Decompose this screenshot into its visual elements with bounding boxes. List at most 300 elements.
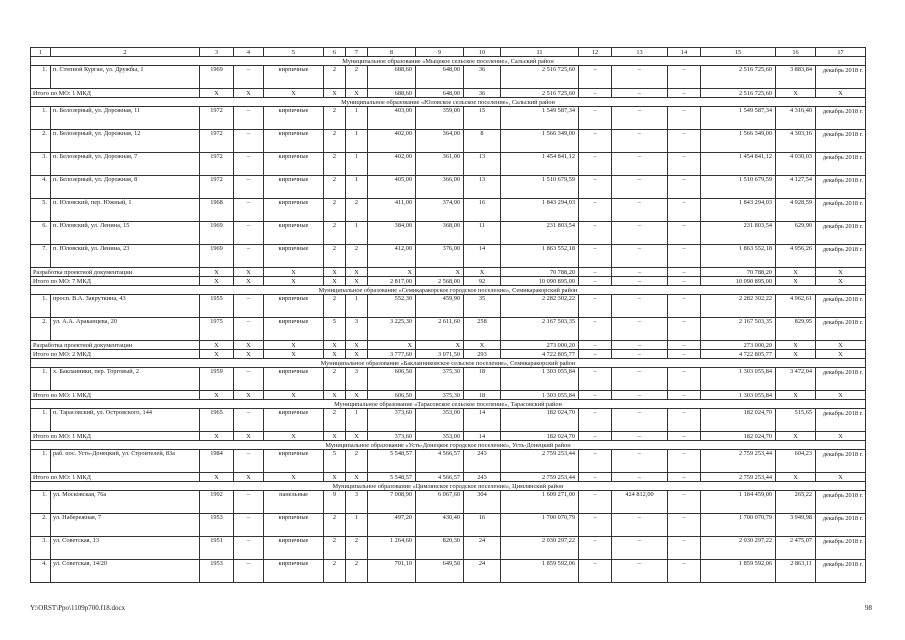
cell-c4: – [234, 176, 264, 199]
housing-repair-table [30, 47, 866, 583]
summary-cell-c5: X [264, 89, 324, 98]
cell-year: 1951 [200, 537, 234, 560]
cell-c17 [816, 295, 866, 318]
cell-n: 7. [31, 245, 51, 268]
building-row [31, 491, 866, 514]
cell-a2: 376,00 [416, 245, 464, 268]
deadline-text: декабрь 2018 г. [822, 200, 863, 207]
cell-total: 1 843 294,03 [501, 199, 579, 222]
cell-year: 1953 [200, 514, 234, 537]
column-number-cell: 8 [368, 48, 416, 57]
summary-cell-c4: X [234, 268, 264, 277]
column-number-cell: 10 [464, 48, 501, 57]
building-row [31, 245, 866, 268]
deadline-text: декабрь 2018 г. [822, 108, 863, 115]
cell-total: 2 759 253,44 [501, 450, 579, 473]
summary-cell-c3: X [200, 268, 234, 277]
cell-c13: – [612, 130, 668, 153]
summary-cell-c11: 182 024,70 [501, 432, 579, 441]
cell-n: 1. [31, 368, 51, 391]
cell-c13: 424 812,00 [612, 491, 668, 514]
cell-total: 1 863 552,18 [501, 245, 579, 268]
cell-res: 24 [464, 560, 501, 583]
cell-c4: – [234, 66, 264, 89]
cell-c17 [816, 318, 866, 341]
summary-cell-c14: – [668, 391, 701, 400]
cell-year: 1972 [200, 130, 234, 153]
building-row [31, 176, 866, 199]
cell-a1: 373,60 [368, 409, 416, 432]
summary-row [31, 350, 866, 359]
column-number-cell: 17 [816, 48, 866, 57]
summary-cell-c9: 375,30 [416, 391, 464, 400]
municipality-heading-row [31, 482, 866, 491]
summary-label: Итого по МО: 1 МКД [31, 432, 200, 441]
cell-res: 35 [464, 295, 501, 318]
cell-n: 1. [31, 66, 51, 89]
cell-c12: – [579, 107, 612, 130]
summary-cell-c11: 4 722 805,77 [501, 350, 579, 359]
cell-c16: 4 928,59 [776, 199, 816, 222]
cell-c17 [816, 409, 866, 432]
summary-cell-c6: X [324, 341, 346, 350]
deadline-text: декабрь 2018 г. [822, 154, 863, 161]
cell-fl: 2 [324, 537, 346, 560]
cell-res: 16 [464, 514, 501, 537]
cell-a2: 353,00 [416, 409, 464, 432]
summary-cell-c15: 1 303 055,84 [701, 391, 776, 400]
cell-addr: х. Бакланники, пер. Торговый, 2 [51, 368, 200, 391]
summary-cell-c15: 4 722 805,77 [701, 350, 776, 359]
deadline-text: декабрь 2018 г. [822, 246, 863, 253]
summary-cell-c5: X [264, 473, 324, 482]
cell-c16: 2 475,07 [776, 537, 816, 560]
cell-a1: 701,10 [368, 560, 416, 583]
deadline-text: декабрь 2018 г. [822, 131, 863, 138]
cell-a2: 375,30 [416, 368, 464, 391]
summary-cell-c16: X [776, 341, 816, 350]
cell-a1: 402,00 [368, 130, 416, 153]
summary-cell-c12: – [579, 473, 612, 482]
cell-n: 1. [31, 295, 51, 318]
cell-ent: 1 [346, 176, 368, 199]
cell-res: 13 [464, 176, 501, 199]
column-number-cell: 9 [416, 48, 464, 57]
cell-c12: – [579, 295, 612, 318]
cell-c16: 3 883,84 [776, 66, 816, 89]
cell-c16: 265,22 [776, 491, 816, 514]
summary-cell-c5: X [264, 341, 324, 350]
cell-ent: 1 [346, 107, 368, 130]
building-row [31, 107, 866, 130]
cell-c4: – [234, 130, 264, 153]
building-row [31, 409, 866, 432]
summary-cell-c3: X [200, 277, 234, 286]
cell-n: 1. [31, 450, 51, 473]
cell-addr: п. Юловский, ул. Ленина, 15 [51, 222, 200, 245]
summary-cell-c17: X [816, 473, 866, 482]
cell-a1: 1 264,60 [368, 537, 416, 560]
cell-a2: 361,00 [416, 153, 464, 176]
building-row [31, 295, 866, 318]
cell-addr: ул. Советская, 14/20 [51, 560, 200, 583]
summary-label: Итого по МО: 1 МКД [31, 473, 200, 482]
deadline-text: декабрь 2018 г. [822, 296, 863, 303]
cell-c12: – [579, 491, 612, 514]
summary-cell-c15: 273 000,20 [701, 341, 776, 350]
cell-c14: – [668, 130, 701, 153]
cell-c17 [816, 368, 866, 391]
cell-c12: – [579, 176, 612, 199]
cell-fl: 5 [324, 318, 346, 341]
cell-a1: 403,00 [368, 107, 416, 130]
summary-cell-c6: X [324, 391, 346, 400]
cell-wall: кирпичные [264, 222, 324, 245]
cell-fl: 2 [324, 295, 346, 318]
cell-c12: – [579, 66, 612, 89]
cell-c4: – [234, 409, 264, 432]
cell-fl: 2 [324, 514, 346, 537]
municipality-title: Муниципальное образование «Юловское сельское поселение», Сальский район [31, 98, 866, 107]
summary-cell-c10: X [464, 268, 501, 277]
summary-cell-c17: X [816, 268, 866, 277]
cell-c13: – [612, 66, 668, 89]
summary-cell-c13: – [612, 341, 668, 350]
summary-cell-c3: X [200, 341, 234, 350]
cell-total: 1 510 679,59 [501, 176, 579, 199]
cell-addr: раб. пос. Усть-Донецкий, ул. Строителей, 83а [51, 450, 200, 473]
cell-res: 14 [464, 245, 501, 268]
cell-c13: – [612, 368, 668, 391]
cell-res: 8 [464, 130, 501, 153]
cell-wall: кирпичные [264, 107, 324, 130]
cell-c13: – [612, 537, 668, 560]
cell-c12: – [579, 409, 612, 432]
cell-c13: – [612, 245, 668, 268]
cell-c15: 1 843 294,03 [701, 199, 776, 222]
cell-c12: – [579, 450, 612, 473]
summary-cell-c11: 70 788,20 [501, 268, 579, 277]
summary-cell-c16: X [776, 89, 816, 98]
cell-wall: кирпичные [264, 66, 324, 89]
cell-c15: 1 454 841,12 [701, 153, 776, 176]
cell-wall: кирпичные [264, 514, 324, 537]
cell-fl: 2 [324, 245, 346, 268]
cell-n: 1. [31, 491, 51, 514]
cell-c15: 2 759 253,44 [701, 450, 776, 473]
cell-c16: 4 303,16 [776, 130, 816, 153]
cell-c4: – [234, 107, 264, 130]
cell-c15: 231 803,54 [701, 222, 776, 245]
column-number-cell: 14 [668, 48, 701, 57]
cell-c14: – [668, 491, 701, 514]
summary-cell-c9: 2 568,00 [416, 277, 464, 286]
cell-c17 [816, 130, 866, 153]
cell-res: 14 [464, 409, 501, 432]
summary-label: Итого по МО: 7 МКД [31, 277, 200, 286]
cell-a2: 4 566,57 [416, 450, 464, 473]
summary-cell-c4: X [234, 89, 264, 98]
summary-row [31, 341, 866, 350]
cell-res: 36 [464, 66, 501, 89]
cell-year: 1969 [200, 245, 234, 268]
cell-wall: кирпичные [264, 368, 324, 391]
deadline-text: декабрь 2018 г. [822, 538, 863, 545]
cell-c14: – [668, 450, 701, 473]
cell-year: 1972 [200, 176, 234, 199]
cell-fl: 2 [324, 153, 346, 176]
cell-n: 3. [31, 153, 51, 176]
cell-a1: 402,00 [368, 153, 416, 176]
cell-c4: – [234, 222, 264, 245]
cell-total: 2 282 302,22 [501, 295, 579, 318]
cell-c4: – [234, 295, 264, 318]
cell-c15: 1 549 587,34 [701, 107, 776, 130]
cell-a1: 405,00 [368, 176, 416, 199]
municipality-heading-row [31, 286, 866, 295]
column-number-cell: 16 [776, 48, 816, 57]
summary-cell-c7: X [346, 268, 368, 277]
summary-cell-c4: X [234, 350, 264, 359]
cell-a2: 820,30 [416, 537, 464, 560]
cell-c12: – [579, 318, 612, 341]
cell-total: 1 549 587,34 [501, 107, 579, 130]
cell-c12: – [579, 130, 612, 153]
cell-year: 1992 [200, 491, 234, 514]
summary-cell-c9: 4 566,57 [416, 473, 464, 482]
cell-addr: п. Тарасовский, ул. Островского, 144 [51, 409, 200, 432]
cell-fl: 2 [324, 560, 346, 583]
cell-year: 1953 [200, 560, 234, 583]
cell-c12: – [579, 560, 612, 583]
summary-cell-c9: 3 071,50 [416, 350, 464, 359]
cell-ent: 2 [346, 450, 368, 473]
summary-cell-c10: 243 [464, 473, 501, 482]
column-number-cell: 5 [264, 48, 324, 57]
cell-year: 1968 [200, 199, 234, 222]
cell-a1: 412,00 [368, 245, 416, 268]
cell-year: 1955 [200, 295, 234, 318]
cell-a2: 364,00 [416, 130, 464, 153]
cell-total: 1 859 592,06 [501, 560, 579, 583]
cell-n: 2. [31, 318, 51, 341]
summary-cell-c13: – [612, 350, 668, 359]
cell-c4: – [234, 318, 264, 341]
cell-fl: 2 [324, 176, 346, 199]
summary-cell-c16: X [776, 268, 816, 277]
deadline-text: декабрь 2018 г. [822, 369, 863, 376]
cell-a1: 5 548,57 [368, 450, 416, 473]
summary-cell-c4: X [234, 391, 264, 400]
cell-c14: – [668, 153, 701, 176]
cell-year: 1969 [200, 66, 234, 89]
cell-c4: – [234, 450, 264, 473]
cell-c15: 1 863 552,18 [701, 245, 776, 268]
cell-c16: 2 863,11 [776, 560, 816, 583]
summary-cell-c17: X [816, 277, 866, 286]
cell-c12: – [579, 245, 612, 268]
cell-wall: кирпичные [264, 409, 324, 432]
summary-cell-c12: – [579, 391, 612, 400]
summary-cell-c14: – [668, 277, 701, 286]
cell-c17 [816, 537, 866, 560]
cell-fl: 2 [324, 130, 346, 153]
cell-a1: 552,30 [368, 295, 416, 318]
cell-n: 4. [31, 560, 51, 583]
file-path-footer: Y:\ORST\Ppo\1109p700.f18.docx [30, 604, 126, 612]
cell-wall: кирпичные [264, 537, 324, 560]
cell-c15: 1 859 592,06 [701, 560, 776, 583]
summary-cell-c6: X [324, 432, 346, 441]
deadline-text: декабрь 2018 г. [822, 492, 863, 499]
building-row [31, 537, 866, 560]
cell-a2: 430,40 [416, 514, 464, 537]
cell-a2: 366,00 [416, 176, 464, 199]
cell-year: 1972 [200, 153, 234, 176]
cell-c14: – [668, 368, 701, 391]
summary-cell-c11: 273 000,20 [501, 341, 579, 350]
cell-wall: панельные [264, 491, 324, 514]
cell-c15: 2 167 503,35 [701, 318, 776, 341]
municipality-title: Муниципальное образование «Семикаракорское городское поселение», Семикаракорский район [31, 286, 866, 295]
cell-c12: – [579, 514, 612, 537]
summary-cell-c10: 36 [464, 89, 501, 98]
cell-wall: кирпичные [264, 295, 324, 318]
cell-total: 1 454 841,12 [501, 153, 579, 176]
cell-c14: – [668, 222, 701, 245]
cell-c15: 2 030 297,22 [701, 537, 776, 560]
summary-cell-c8: 2 817,00 [368, 277, 416, 286]
cell-c14: – [668, 66, 701, 89]
cell-a2: 374,00 [416, 199, 464, 222]
column-number-cell: 15 [701, 48, 776, 57]
cell-wall: кирпичные [264, 176, 324, 199]
building-row [31, 450, 866, 473]
cell-total: 2 030 297,22 [501, 537, 579, 560]
summary-cell-c4: X [234, 432, 264, 441]
summary-cell-c17: X [816, 89, 866, 98]
cell-ent: 2 [346, 66, 368, 89]
cell-total: 2 516 725,60 [501, 66, 579, 89]
cell-ent: 1 [346, 409, 368, 432]
cell-c15: 1 566 349,00 [701, 130, 776, 153]
cell-ent: 1 [346, 222, 368, 245]
summary-cell-c15: 70 788,20 [701, 268, 776, 277]
cell-res: 13 [464, 153, 501, 176]
summary-cell-c3: X [200, 391, 234, 400]
cell-addr: п. Белозерный, ул. Дорожная, 8 [51, 176, 200, 199]
summary-cell-c3: X [200, 432, 234, 441]
cell-addr: ул. Советская, 13 [51, 537, 200, 560]
cell-c16: 4 962,61 [776, 295, 816, 318]
summary-cell-c17: X [816, 341, 866, 350]
cell-n: 2. [31, 514, 51, 537]
municipality-heading-row [31, 400, 866, 409]
cell-n: 1. [31, 409, 51, 432]
cell-wall: кирпичные [264, 199, 324, 222]
summary-cell-c17: X [816, 432, 866, 441]
summary-label: Итого по МО: 1 МКД [31, 391, 200, 400]
cell-year: 1972 [200, 107, 234, 130]
cell-n: 2. [31, 130, 51, 153]
column-number-cell: 7 [346, 48, 368, 57]
summary-cell-c13: – [612, 268, 668, 277]
summary-cell-c17: X [816, 350, 866, 359]
municipality-heading-row [31, 359, 866, 368]
cell-wall: кирпичные [264, 318, 324, 341]
summary-cell-c7: X [346, 350, 368, 359]
summary-cell-c8: 606,50 [368, 391, 416, 400]
cell-ent: 2 [346, 537, 368, 560]
summary-cell-c12: – [579, 341, 612, 350]
cell-c16: 4 030,03 [776, 153, 816, 176]
cell-res: 24 [464, 537, 501, 560]
summary-cell-c6: X [324, 473, 346, 482]
summary-cell-c6: X [324, 350, 346, 359]
summary-cell-c12: – [579, 268, 612, 277]
cell-c12: – [579, 153, 612, 176]
municipality-heading-row [31, 57, 866, 66]
cell-ent: 3 [346, 491, 368, 514]
summary-cell-c9: 353,00 [416, 432, 464, 441]
building-row [31, 130, 866, 153]
cell-c14: – [668, 409, 701, 432]
summary-row [31, 391, 866, 400]
cell-a1: 411,00 [368, 199, 416, 222]
cell-c17 [816, 107, 866, 130]
cell-addr: ул. Московская, 76а [51, 491, 200, 514]
cell-c13: – [612, 514, 668, 537]
deadline-text: декабрь 2018 г. [822, 410, 863, 417]
cell-c14: – [668, 245, 701, 268]
summary-cell-c5: X [264, 350, 324, 359]
deadline-text: декабрь 2018 г. [822, 515, 863, 522]
summary-cell-c6: X [324, 277, 346, 286]
cell-c14: – [668, 107, 701, 130]
municipality-heading-row [31, 98, 866, 107]
summary-cell-c13: – [612, 277, 668, 286]
summary-cell-c11: 2 759 253,44 [501, 473, 579, 482]
column-number-cell: 4 [234, 48, 264, 57]
cell-c12: – [579, 199, 612, 222]
summary-cell-c13: – [612, 432, 668, 441]
cell-c4: – [234, 514, 264, 537]
building-row [31, 318, 866, 341]
cell-total: 1 566 349,00 [501, 130, 579, 153]
summary-cell-c7: X [346, 341, 368, 350]
cell-year: 1975 [200, 318, 234, 341]
cell-c17 [816, 560, 866, 583]
summary-cell-c3: X [200, 350, 234, 359]
cell-c4: – [234, 368, 264, 391]
cell-fl: 5 [324, 450, 346, 473]
cell-a2: 368,00 [416, 222, 464, 245]
cell-a1: 7 008,90 [368, 491, 416, 514]
cell-c16: 3 949,98 [776, 514, 816, 537]
summary-cell-c15: 2 759 253,44 [701, 473, 776, 482]
cell-addr: п. Белозерный, ул. Дорожная, 11 [51, 107, 200, 130]
summary-cell-c7: X [346, 432, 368, 441]
municipality-title: Муниципальное образование «Усть-Донецкое городское поселение», Усть-Донецкий район [31, 441, 866, 450]
summary-cell-c6: X [324, 89, 346, 98]
cell-n: 1. [31, 107, 51, 130]
cell-c13: – [612, 450, 668, 473]
cell-total: 231 803,54 [501, 222, 579, 245]
cell-c13: – [612, 560, 668, 583]
summary-cell-c11: 10 090 895,00 [501, 277, 579, 286]
cell-ent: 2 [346, 245, 368, 268]
summary-cell-c7: X [346, 277, 368, 286]
